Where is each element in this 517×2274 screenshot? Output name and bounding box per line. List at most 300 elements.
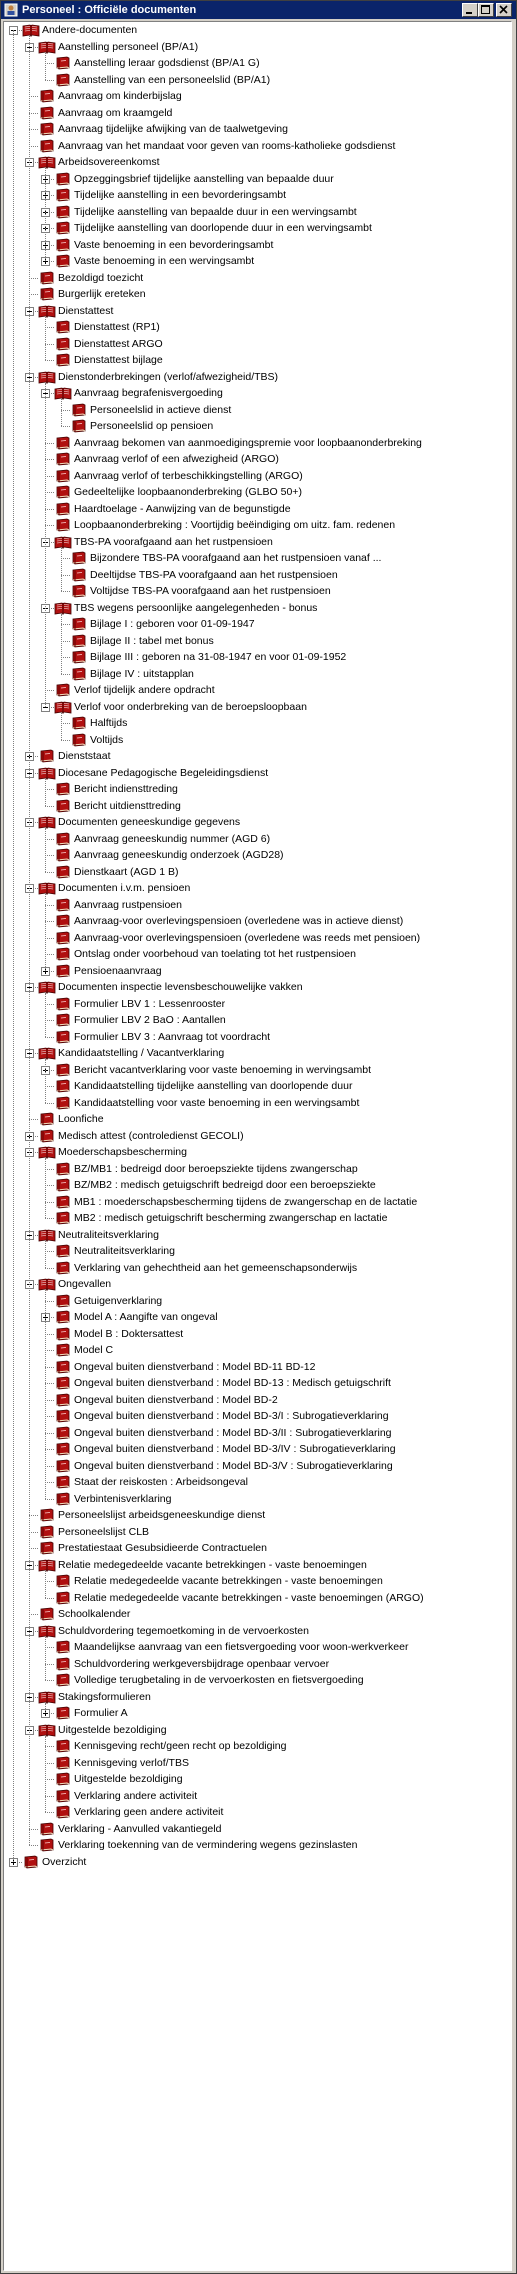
tree-node-label: Voltijdse TBS-PA voorafgaand aan het rustpensioen: [90, 585, 331, 597]
book-icon: [54, 436, 72, 450]
tree-line-horizontal: [45, 1680, 54, 1681]
tree-node-label: Volledige terugbetaling in de vervoerkosten en fietsvergoeding: [74, 1674, 364, 1686]
book-icon: [70, 733, 88, 747]
tree-node-label: Aanvraag bekomen van aanmoedigingspremie voor loopbaanonderbreking: [74, 436, 422, 449]
tree-node-label: Ongeval buiten dienstverband : Model BD-13 : Medisch getuigschrift: [74, 1377, 391, 1389]
tree-line-horizontal: [29, 1829, 38, 1830]
tree-line-horizontal: [45, 905, 54, 906]
open-book-icon: [38, 1558, 56, 1572]
book-icon: [54, 1343, 72, 1357]
tree-line-vertical: [45, 1637, 46, 1681]
tree-line-horizontal: [45, 1746, 54, 1747]
maximize-icon: [479, 4, 493, 16]
tree-node-label: Ongeval buiten dienstverband : Model BD-11 BD-12: [74, 1360, 316, 1373]
tree-node-label: TBS-PA voorafgaand aan het rustpensioen: [74, 535, 273, 548]
book-icon: [54, 1244, 72, 1258]
tree-node-label: Ongeval buiten dienstverband : Model BD-3/V : Subrogatieverklaring: [74, 1459, 393, 1472]
book-icon: [54, 1739, 72, 1753]
open-book-icon: [38, 1046, 56, 1060]
book-icon: [38, 89, 56, 103]
tree-line-horizontal: [29, 1532, 38, 1533]
tree-line-horizontal: [45, 459, 54, 460]
tree-line-vertical: [45, 53, 46, 80]
tree-node-label: Aanvraag geneeskundig onderzoek (AGD28): [74, 849, 284, 861]
tree-line-horizontal: [45, 1449, 54, 1450]
tree-node-label: Personeelslid op pensioen: [90, 420, 214, 432]
tree-node-label: Ongeval buiten dienstverband : Model BD-3/I : Subrogatieverklaring: [74, 1410, 389, 1422]
minimize-icon: [463, 4, 477, 16]
book-icon: [54, 683, 72, 697]
tree-line-horizontal: [45, 855, 54, 856]
tree-node-label: Dienstkaart (AGD 1 B): [74, 865, 179, 878]
tree-node-label: Medisch attest (controledienst GECOLI): [58, 1129, 244, 1142]
closed-book-icon: [54, 188, 72, 202]
book-icon: [54, 1492, 72, 1506]
tree-line-horizontal: [45, 1218, 54, 1219]
tree-node-label: Verlof voor onderbreking van de beroepsloopbaan: [74, 700, 307, 713]
book-icon: [54, 782, 72, 796]
tree-node-label: Uitgestelde bezoldiging: [58, 1723, 167, 1736]
tree-node-label: Kennisgeving verlof/TBS: [74, 1756, 189, 1769]
tree-node-label: Aanvraag verlof of een afwezigheid (ARGO): [74, 453, 279, 465]
book-icon: [54, 1178, 72, 1192]
tree-line-horizontal: [45, 1350, 54, 1351]
tree-node-label: Verklaring geen andere activiteit: [74, 1806, 224, 1818]
tree-node-label: Documenten inspectie levensbeschouwelijke vakken: [58, 981, 303, 993]
tree-line-vertical: [45, 1158, 46, 1218]
book-icon: [54, 73, 72, 87]
close-icon: [497, 4, 511, 16]
closed-book-icon: [54, 964, 72, 978]
tree-node-label: Ongevallen: [58, 1278, 112, 1290]
book-icon: [54, 1079, 72, 1093]
tree-line-horizontal: [45, 690, 54, 691]
tree-line-horizontal: [45, 492, 54, 493]
tree-node-label: Verklaring andere activiteit: [74, 1789, 198, 1802]
tree-node-label: Gedeeltelijke loopbaanonderbreking (GLBO 50+): [74, 486, 302, 498]
tree-node-label: Getuigenverklaring: [74, 1294, 163, 1307]
tree-node-label: Personeelslijst CLB: [58, 1525, 150, 1538]
tree-line-horizontal: [45, 954, 54, 955]
tree-node-label: Formulier LBV 3 : Aanvraag tot voordracht: [74, 1030, 271, 1043]
book-icon: [54, 898, 72, 912]
book-icon: [54, 1591, 72, 1605]
tree-node-label: Schoolkalender: [58, 1608, 131, 1620]
tree-node-label: BZ/MB2 : medisch getuigschrift bedreigd door een beroepsziekte: [74, 1179, 376, 1191]
open-book-icon: [38, 1690, 56, 1704]
tree-node-label: Aanvraag om kraamgeld: [58, 106, 173, 119]
book-icon: [54, 1805, 72, 1819]
open-book-icon: [38, 980, 56, 994]
book-icon: [38, 1525, 56, 1539]
tree-line-horizontal: [45, 1020, 54, 1021]
tree-line-horizontal: [61, 740, 70, 741]
tree-node-label: Kennisgeving recht/geen recht op bezoldiging: [74, 1740, 287, 1752]
book-icon: [70, 716, 88, 730]
open-book-icon: [38, 370, 56, 384]
book-icon: [54, 799, 72, 813]
tree-node-label: Neutraliteitsverklaring: [74, 1245, 175, 1257]
tree-line-horizontal: [45, 1202, 54, 1203]
open-book-icon: [38, 1277, 56, 1291]
book-icon: [54, 1327, 72, 1341]
book-icon: [54, 1673, 72, 1687]
book-icon: [54, 485, 72, 499]
tree-line-vertical: [45, 1241, 46, 1268]
tree-line-vertical: [45, 1703, 46, 1714]
tree-node-label: Neutraliteitsverklaring: [58, 1228, 159, 1241]
tree-node-label: Bericht uitdiensttreding: [74, 799, 181, 812]
open-book-icon: [38, 1624, 56, 1638]
tree-node-label: Model C: [74, 1344, 114, 1356]
tree-node-label: Voltijds: [90, 733, 124, 746]
book-icon: [54, 865, 72, 879]
tree-line-horizontal: [45, 1647, 54, 1648]
tree-node-label: Bijlage I : geboren voor 01-09-1947: [90, 618, 255, 630]
tree-node-label: Tijdelijke aanstelling van bepaalde duur in een wervingsambt: [74, 205, 357, 218]
book-icon: [38, 1508, 56, 1522]
tree-node-label: Opzeggingsbrief tijdelijke aanstelling van bepaalde duur: [74, 172, 334, 185]
tree-line-horizontal: [61, 641, 70, 642]
tree-line-horizontal: [45, 1004, 54, 1005]
tree-node-label: Aanvraag verlof of terbeschikkingstelling (ARGO): [74, 469, 303, 482]
tree-line-horizontal: [45, 1086, 54, 1087]
open-book-icon: [54, 601, 72, 615]
tree-node-label: Dienstattest (RP1): [74, 321, 160, 333]
tree-line-horizontal: [45, 509, 54, 510]
tree-node-label: Relatie medegedeelde vacante betrekkingen - vaste benoemingen: [58, 1558, 367, 1571]
tree-line-horizontal: [45, 1598, 54, 1599]
tree-node-label: Model A : Aangifte van ongeval: [74, 1311, 218, 1323]
book-icon: [54, 1475, 72, 1489]
tree-node-label: Burgerlijk ereteken: [58, 288, 146, 300]
tree-line-horizontal: [61, 558, 70, 559]
tree-line-vertical: [13, 30, 14, 1862]
book-icon: [54, 1096, 72, 1110]
tree-line-vertical: [61, 548, 62, 592]
tree-node-label: Maandelijkse aanvraag van een fietsvergoeding voor woon-werkverkeer: [74, 1641, 409, 1653]
tree-line-horizontal: [29, 1515, 38, 1516]
tree-node-label: Loopbaanonderbreking : Voortijdig beëindiging om uitz. fam. redenen: [74, 519, 396, 531]
tree-line-horizontal: [29, 1548, 38, 1549]
tree-line-horizontal: [45, 806, 54, 807]
open-book-icon: [54, 386, 72, 400]
tree-node-label: Diocesane Pedagogische Begeleidingsdienst: [58, 766, 269, 779]
tree-node-label: Andere-documenten: [42, 24, 138, 36]
tree-node-label: Aanvraag van het mandaat voor geven van rooms-katholieke godsdienst: [58, 139, 396, 152]
book-icon: [54, 1442, 72, 1456]
tree-node-label: Personeelslid in actieve dienst: [90, 403, 232, 416]
book-icon: [54, 832, 72, 846]
tree-line-horizontal: [45, 921, 54, 922]
tree-node-label: Dienstattest ARGO: [74, 337, 163, 350]
book-icon: [54, 1409, 72, 1423]
open-book-icon: [54, 535, 72, 549]
book-icon: [38, 1607, 56, 1621]
tree-line-horizontal: [29, 294, 38, 295]
tree-line-horizontal: [45, 443, 54, 444]
open-book-icon: [22, 23, 40, 37]
tree-line-horizontal: [45, 1334, 54, 1335]
open-book-icon: [38, 1145, 56, 1159]
tree-line-horizontal: [61, 575, 70, 576]
tree-line-vertical: [45, 1059, 46, 1103]
tree-line-horizontal: [29, 1845, 38, 1846]
closed-book-icon: [38, 1129, 56, 1143]
tree-node-label: Formulier LBV 1 : Lessenrooster: [74, 997, 226, 1010]
tree-line-horizontal: [45, 1664, 54, 1665]
document-tree[interactable]: [3, 21, 512, 2271]
tree-line-horizontal: [45, 80, 54, 81]
book-icon: [38, 271, 56, 285]
open-book-icon: [38, 1228, 56, 1242]
book-icon: [70, 634, 88, 648]
tree-node-label: Aanvraag-voor overlevingspensioen (overledene was reeds met pensioen): [74, 931, 421, 944]
tree-line-horizontal: [45, 1416, 54, 1417]
tree-node-label: Aanvraag geneeskundig nummer (AGD 6): [74, 832, 271, 845]
tree-node-label: Aanstelling leraar godsdienst (BP/A1 G): [74, 57, 260, 69]
tree-node-label: Aanvraag begrafenisvergoeding: [74, 387, 223, 399]
tree-node-label: Ongeval buiten dienstverband : Model BD-3/IV : Subrogatieverklaring: [74, 1443, 396, 1455]
tree-line-horizontal: [45, 1383, 54, 1384]
book-icon: [54, 337, 72, 351]
tree-node-label: Haardtoelage - Aanwijzing van de begunstigde: [74, 502, 291, 515]
tree-line-vertical: [45, 168, 46, 261]
tree-node-label: MB1 : moederschapsbescherming tijdens de zwangerschap en de lactatie: [74, 1195, 418, 1208]
tree-line-horizontal: [45, 789, 54, 790]
tree-node-label: Relatie medegedeelde vacante betrekkingen - vaste benoemingen: [74, 1575, 383, 1587]
tree-line-vertical: [45, 1736, 46, 1813]
tree-line-horizontal: [29, 146, 38, 147]
book-icon: [54, 1789, 72, 1803]
book-icon: [54, 502, 72, 516]
book-icon: [70, 551, 88, 565]
tree-node-label: Aanvraag-voor overlevingspensioen (overledene was in actieve dienst): [74, 915, 404, 927]
tree-line-horizontal: [45, 1251, 54, 1252]
minimize-button[interactable]: [462, 3, 478, 17]
book-icon: [38, 1541, 56, 1555]
book-icon: [54, 1360, 72, 1374]
tree-node-label: Ontslag onder voorbehoud van toelating tot het rustpensioen: [74, 948, 356, 960]
tree-node-label: Formulier A: [74, 1707, 128, 1719]
tree-line-vertical: [45, 1571, 46, 1598]
book-icon: [54, 1756, 72, 1770]
tree-line-horizontal: [45, 1499, 54, 1500]
tree-line-vertical: [45, 383, 46, 707]
tree-node-label: Bijlage II : tabel met bonus: [90, 634, 214, 647]
book-icon: [54, 914, 72, 928]
closed-book-icon: [54, 221, 72, 235]
tree-line-horizontal: [45, 1367, 54, 1368]
closed-book-icon: [22, 1855, 40, 1869]
tree-line-horizontal: [45, 1103, 54, 1104]
maximize-button[interactable]: [478, 3, 494, 17]
tree-line-horizontal: [45, 344, 54, 345]
book-icon: [54, 56, 72, 70]
tree-line-horizontal: [45, 1581, 54, 1582]
tree-node-label: Formulier LBV 2 BaO : Aantallen: [74, 1014, 226, 1026]
book-icon: [70, 617, 88, 631]
tree-node-label: Tijdelijke aanstelling in een bevorderingsambt: [74, 189, 287, 201]
tree-node-label: Uitgestelde bezoldiging: [74, 1773, 183, 1785]
book-icon: [54, 1640, 72, 1654]
book-icon: [70, 650, 88, 664]
tree-line-horizontal: [45, 1433, 54, 1434]
tree-line-horizontal: [29, 1614, 38, 1615]
tree-node-label: Dienstattest: [58, 304, 114, 317]
book-icon: [54, 1030, 72, 1044]
book-icon: [54, 1393, 72, 1407]
tree-node-label: Documenten geneeskundige gegevens: [58, 816, 241, 828]
book-icon: [54, 1376, 72, 1390]
book-icon: [38, 122, 56, 136]
tree-node-label: Aanstelling personeel (BP/A1): [58, 40, 199, 53]
book-icon: [54, 1574, 72, 1588]
tree-line-horizontal: [29, 113, 38, 114]
tree-line-horizontal: [45, 1400, 54, 1401]
tree-line-vertical: [61, 713, 62, 740]
open-book-icon: [38, 1723, 56, 1737]
tree-node-label: Bijzondere TBS-PA voorafgaand aan het rustpensioen vanaf ...: [90, 552, 382, 564]
tree-node-label: Verbintenisverklaring: [74, 1492, 172, 1505]
tree-line-vertical: [45, 1290, 46, 1499]
tree-node-label: BZ/MB1 : bedreigd door beroepsziekte tijdens zwangerschap: [74, 1162, 358, 1175]
book-icon: [38, 1112, 56, 1126]
tree-line-horizontal: [45, 1812, 54, 1813]
book-icon: [54, 1772, 72, 1786]
book-icon: [54, 469, 72, 483]
tree-node-label: Bezoldigd toezicht: [58, 271, 144, 284]
tree-node-label: Moederschapsbescherming: [58, 1146, 187, 1158]
book-icon: [54, 353, 72, 367]
tree-line-horizontal: [45, 872, 54, 873]
tree-node-label: Aanstelling van een personeelslid (BP/A1): [74, 73, 271, 86]
tree-line-horizontal: [45, 360, 54, 361]
tree-node-label: Kandidaatstelling / Vacantverklaring: [58, 1047, 225, 1059]
book-icon: [54, 997, 72, 1011]
book-icon: [54, 452, 72, 466]
tree-line-horizontal: [45, 63, 54, 64]
closed-book-icon: [54, 1706, 72, 1720]
book-icon: [38, 287, 56, 301]
tree-node-label: Verlof tijdelijk andere opdracht: [74, 684, 215, 696]
tree-node-label: Schuldvordering werkgeversbijdrage openbaar vervoer: [74, 1657, 330, 1670]
closed-book-icon: [54, 205, 72, 219]
tree-line-vertical: [45, 894, 46, 971]
book-icon: [54, 1013, 72, 1027]
tree-node-label: Vaste benoeming in een wervingsambt: [74, 255, 255, 267]
open-book-icon: [38, 881, 56, 895]
tree-line-horizontal: [45, 1482, 54, 1483]
tree-node-label: Relatie medegedeelde vacante betrekkingen - vaste benoemingen (ARGO): [74, 1591, 424, 1604]
book-icon: [70, 667, 88, 681]
tree-line-horizontal: [61, 723, 70, 724]
tree-line-horizontal: [45, 1763, 54, 1764]
open-book-icon: [38, 304, 56, 318]
book-icon: [54, 1657, 72, 1671]
book-icon: [38, 139, 56, 153]
tree-line-horizontal: [45, 1301, 54, 1302]
tree-node-label: Verklaring van gehechtheid aan het gemeenschapsonderwijs: [74, 1261, 358, 1274]
tree-node-label: Ongeval buiten dienstverband : Model BD-3/II : Subrogatieverklaring: [74, 1426, 392, 1439]
book-icon: [54, 1261, 72, 1275]
tree-node-label: Bericht vacantverklaring voor vaste benoeming in wervingsambt: [74, 1063, 372, 1076]
closed-book-icon: [38, 749, 56, 763]
tree-node-label: Staat der reiskosten : Arbeidsongeval: [74, 1476, 248, 1488]
tree-line-horizontal: [29, 278, 38, 279]
tree-line-horizontal: [61, 674, 70, 675]
tree-node-label: Pensioenaanvraag: [74, 964, 162, 977]
tree-line-horizontal: [45, 1169, 54, 1170]
book-icon: [54, 931, 72, 945]
tree-node-label: Aanvraag om kinderbijslag: [58, 90, 182, 102]
book-icon: [54, 1426, 72, 1440]
tree-line-horizontal: [61, 410, 70, 411]
closed-book-icon: [54, 1310, 72, 1324]
tree-node-label: Loonfiche: [58, 1113, 104, 1125]
tree-node-label: Overzicht: [42, 1855, 87, 1868]
tree-node-label: Verklaring - Aanvulled vakantiegeld: [58, 1822, 222, 1835]
tree-line-horizontal: [61, 624, 70, 625]
tree-node-label: Deeltijdse TBS-PA voorafgaand aan het rustpensioen: [90, 568, 338, 581]
tree-line-horizontal: [61, 657, 70, 658]
open-book-icon: [38, 766, 56, 780]
tree-node-label: TBS wegens persoonlijke aangelegenheden - bonus: [74, 601, 318, 614]
tree-node-label: Tijdelijke aanstelling van doorlopende duur in een wervingsambt: [74, 222, 372, 234]
tree-node-label: Dienststaat: [58, 750, 111, 762]
tree-line-vertical: [45, 828, 46, 872]
book-icon: [54, 1195, 72, 1209]
app-icon: [4, 3, 18, 17]
book-icon: [54, 1211, 72, 1225]
title-bar[interactable]: [1, 1, 516, 19]
close-button[interactable]: [496, 3, 512, 17]
tree-line-horizontal: [45, 525, 54, 526]
tree-line-horizontal: [45, 476, 54, 477]
tree-line-horizontal: [45, 839, 54, 840]
closed-book-icon: [54, 238, 72, 252]
tree-node-label: Ongeval buiten dienstverband : Model BD-2: [74, 1393, 278, 1406]
tree-line-vertical: [61, 614, 62, 674]
book-icon: [70, 403, 88, 417]
tree-node-label: Aanvraag rustpensioen: [74, 898, 182, 911]
open-book-icon: [38, 40, 56, 54]
book-icon: [54, 518, 72, 532]
book-icon: [54, 848, 72, 862]
window-title: Personeel : Officiële documenten: [22, 4, 197, 16]
book-icon: [70, 584, 88, 598]
tree-line-horizontal: [29, 129, 38, 130]
book-icon: [54, 1294, 72, 1308]
tree-node-label: Aanvraag tijdelijke afwijking van de taalwetgeving: [58, 123, 288, 135]
book-icon: [70, 419, 88, 433]
open-book-icon: [38, 155, 56, 169]
book-icon: [70, 568, 88, 582]
tree-line-horizontal: [45, 1037, 54, 1038]
tree-node-label: Kandidaatstelling tijdelijke aanstelling van doorlopende duur: [74, 1080, 353, 1092]
tree-node-label: Schuldvordering tegemoetkoming in de vervoerkosten: [58, 1624, 309, 1637]
tree-line-horizontal: [61, 591, 70, 592]
book-icon: [38, 1838, 56, 1852]
tree-node-label: Prestatiestaat Gesubsidieerde Contractuelen: [58, 1542, 267, 1554]
tree-node-label: Arbeidsovereenkomst: [58, 156, 160, 168]
tree-line-vertical: [45, 317, 46, 361]
tree-node-label: Kandidaatstelling voor vaste benoeming in een wervingsambt: [74, 1096, 360, 1109]
book-icon: [54, 320, 72, 334]
open-book-icon: [38, 815, 56, 829]
closed-book-icon: [54, 254, 72, 268]
tree-line-horizontal: [45, 1779, 54, 1780]
